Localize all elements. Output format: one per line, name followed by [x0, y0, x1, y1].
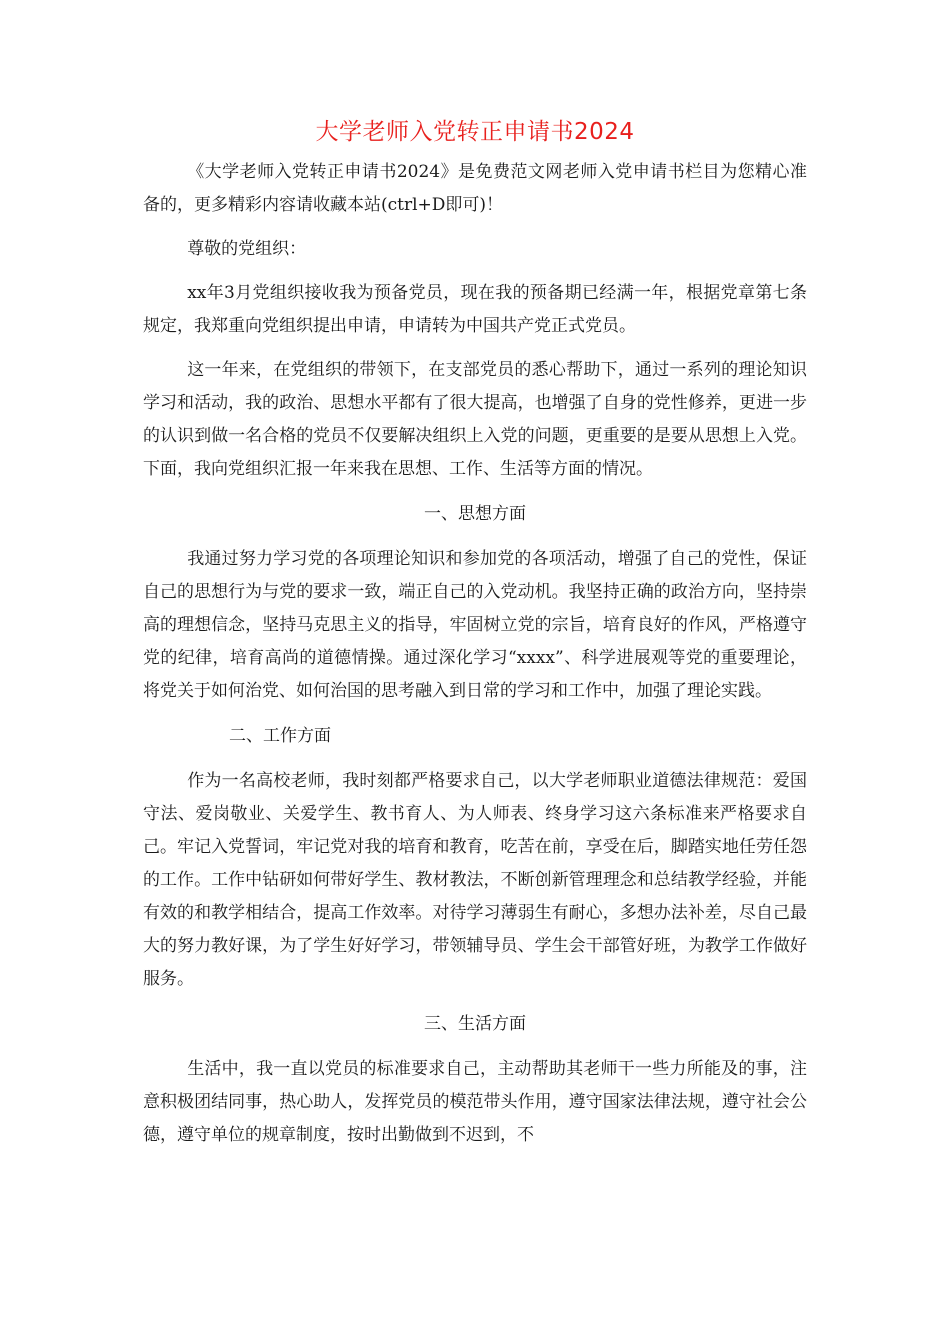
salutation: 尊敬的党组织： — [187, 239, 307, 259]
body-paragraph-1: xx年3月党组织接收我为预备党员，现在我的预备期已经满一年，根据党章第七条规定，我郑重向党组织提出申请，申请转为中国共产党正式党员。 — [143, 283, 807, 336]
intro-paragraph: 《大学老师入党转正申请书2024》是免费范文网老师入党申请书栏目为您精心准备的，更多精彩内容请收藏本站(ctrl+D即可)！ — [143, 162, 807, 215]
section-body-life: 生活中，我一直以党员的标准要求自己，主动帮助其老师干一些力所能及的事，注意积极团结同事，热心助人，发挥党员的模范带头作用，遵守国家法律法规，遵守社会公德，遵守单位的规章制度，按时出勤做到不迟到，不 — [143, 1059, 807, 1145]
section-body-thought: 我通过努力学习党的各项理论知识和参加党的各项活动，增强了自己的党性，保证自己的思想行为与党的要求一致，端正自己的入党动机。我坚持正确的政治方向，坚持崇高的理想信念，坚持马克思主义的指导，牢固树立党的宗旨，培育良好的作风，严格遵守党的纪律，培育高尚的道德情操。通过深化学习“xxxx”、科学进展观等党的重要理论，将党关于如何治党、如何治国的思考融入到日常的学习和工作中，加强了理论实践。 — [143, 549, 807, 701]
document-page — [143, 112, 807, 1152]
document-title: 大学老师入党转正申请书2024 — [315, 119, 635, 145]
section-heading-work: 二、工作方面 — [229, 726, 331, 746]
section-body-work: 作为一名高校老师，我时刻都严格要求自己，以大学老师职业道德法律规范：爱国守法、爱岗敬业、关爱学生、教书育人、为人师表、终身学习这六条标准来严格要求自己。牢记入党誓词，牢记党对我的培育和教育，吃苦在前，享受在后，脚踏实地任劳任怨的工作。工作中钻研如何带好学生、教材教法，不断创新管理理念和总结教学经验，并能有效的和教学相结合，提高工作效率。对待学习薄弱生有耐心，多想办法补差，尽自己最大的努力教好课，为了学生好好学习，带领辅导员、学生会干部管好班，为教学工作做好服务。 — [143, 771, 807, 989]
section-heading-thought: 一、思想方面 — [424, 504, 526, 524]
body-paragraph-2: 这一年来，在党组织的带领下，在支部党员的悉心帮助下，通过一系列的理论知识学习和活动，我的政治、思想水平都有了很大提高，也增强了自身的党性修养，更进一步的认识到做一名合格的党员不仅要解决组织上入党的问题，更重要的是要从思想上入党。下面，我向党组织汇报一年来我在思想、工作、生活等方面的情况。 — [143, 360, 807, 479]
section-heading-life: 三、生活方面 — [424, 1014, 526, 1034]
